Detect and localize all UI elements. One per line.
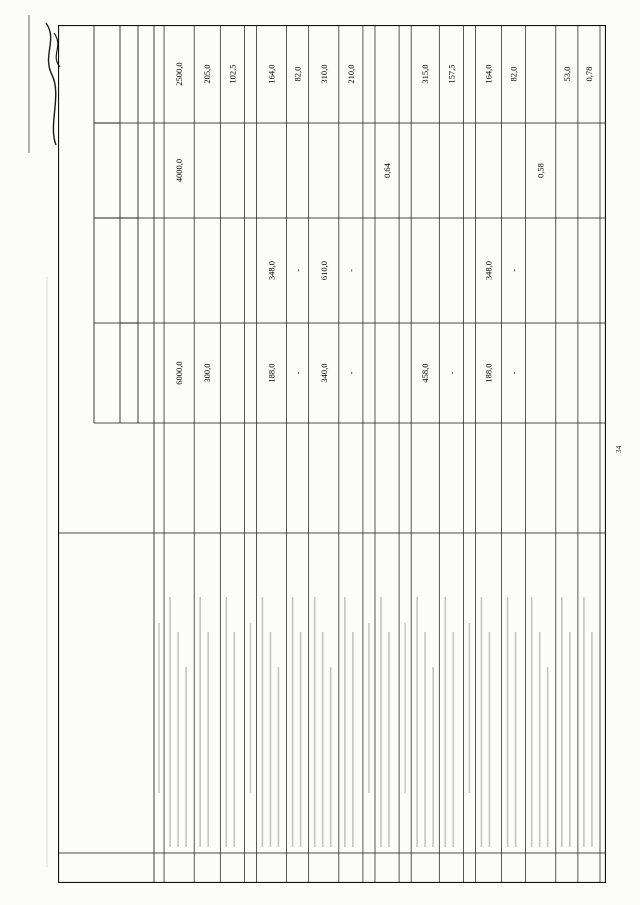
table-row — [170, 62, 186, 847]
page-number: 34 — [615, 445, 623, 453]
table-row — [445, 64, 456, 847]
tariff-value: 0,78 — [583, 66, 594, 82]
tariff-value: 82,0 — [292, 66, 303, 82]
tariff-value: 164,0 — [483, 64, 494, 84]
table-row — [508, 67, 519, 847]
tariff-value: 348,0 — [483, 260, 494, 281]
tariff-value: - — [345, 371, 356, 375]
tariff-value: - — [345, 269, 356, 272]
table-row — [532, 163, 548, 847]
tariff-value: 82,0 — [508, 66, 519, 82]
tariff-value: 6000,0 — [174, 361, 185, 385]
tariff-value: 310,0 — [318, 64, 329, 84]
tariff-value: 157,5 — [446, 64, 457, 84]
tariff-value: 0,58 — [535, 163, 546, 178]
tariff-value: 300,0 — [202, 363, 213, 383]
tariff-value: 4000,0 — [174, 158, 185, 183]
table-row — [293, 67, 303, 847]
table-row — [584, 67, 594, 847]
table-row — [315, 64, 331, 847]
tariff-value: 53,0 — [561, 66, 572, 82]
tariff-value: 340,0 — [318, 363, 329, 383]
table-row — [381, 162, 392, 847]
tariff-table-grid — [58, 25, 606, 883]
tariff-value: 348,0 — [266, 260, 277, 281]
tariff-value: 188,0 — [483, 363, 494, 383]
tariff-value: - — [292, 269, 303, 272]
table-row — [417, 64, 433, 847]
tariff-value: 164,0 — [266, 64, 277, 84]
table-row — [562, 67, 572, 847]
tariff-value: 2500,0 — [174, 62, 185, 86]
tariff-value: - — [508, 269, 519, 272]
table-row — [226, 64, 237, 847]
tariff-value: 610,0 — [318, 260, 329, 281]
tariff-value: - — [508, 371, 519, 375]
tariff-value: 0,64 — [382, 163, 393, 178]
table-row — [262, 64, 278, 847]
table-row — [345, 64, 356, 847]
tariff-value: 188,0 — [266, 363, 277, 383]
table-border — [59, 26, 606, 883]
tariff-value: 205,0 — [202, 64, 213, 84]
table-row — [200, 64, 212, 847]
document-title-graphic — [39, 277, 51, 877]
tariff-value: 210,0 — [345, 64, 356, 84]
tariff-value: 315,0 — [420, 64, 431, 84]
tariff-table — [58, 25, 606, 883]
tariff-value: - — [292, 371, 303, 375]
table-row — [481, 64, 493, 847]
tariff-value: 458,0 — [420, 363, 431, 383]
tariff-value: - — [446, 371, 457, 375]
handwritten-date-signature — [46, 23, 56, 145]
document-title — [38, 277, 50, 877]
tariff-value: 102,5 — [227, 64, 238, 84]
